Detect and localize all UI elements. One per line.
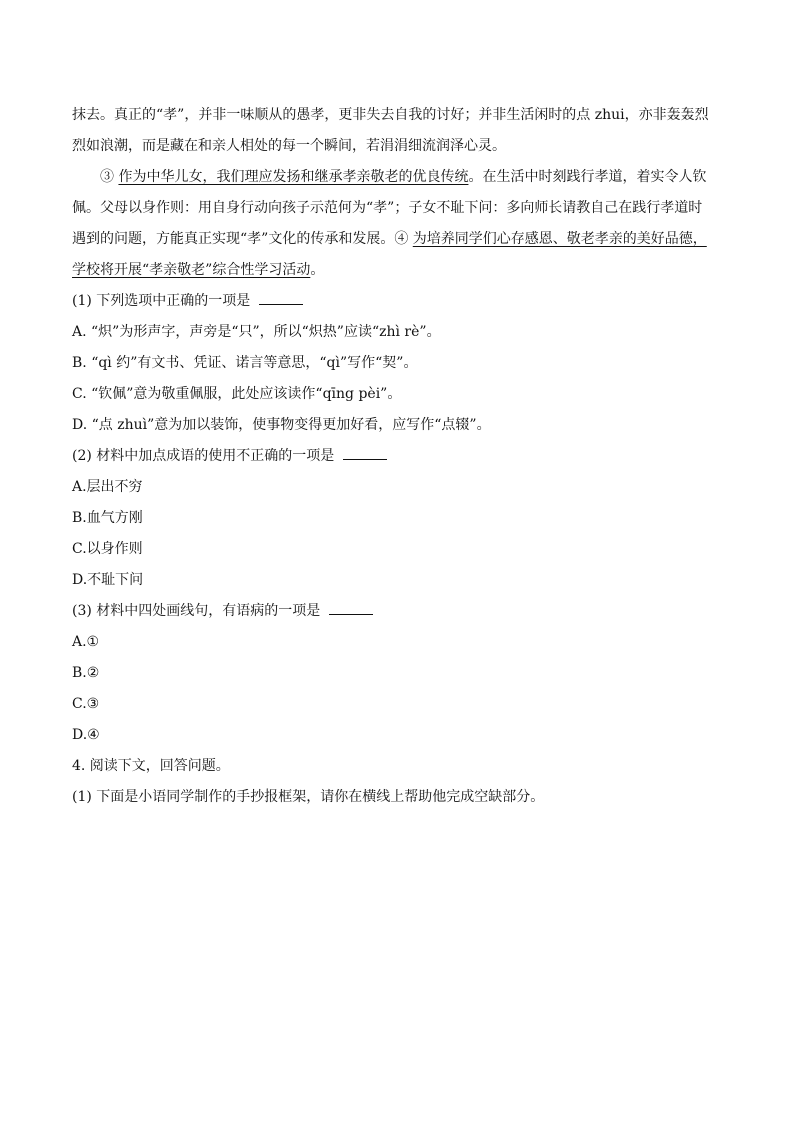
sentence-marker-3: ③ <box>100 169 119 185</box>
material-text: 遇到的问题，方能真正实现“孝”文化的传承和发展。④ <box>72 231 413 247</box>
material-line-5 <box>72 230 707 248</box>
material-line-1: 抹去。真正的“孝”，并非一味顺从的愚孝，更非失去自我的讨好；并非生活闲时的点 zhui，亦非轰轰烈 <box>72 107 709 123</box>
q2-option-b: B.血气方刚 <box>72 510 143 526</box>
answer-blank <box>343 447 387 460</box>
material-line-2: 烈如浪潮，而是藏在和亲人相处的每一个瞬间，若涓涓细流润泽心灵。 <box>72 138 506 154</box>
q2-option-d: D.不耻下问 <box>72 572 144 588</box>
underlined-sentence-4-cont: 学校将开展“孝亲敬老”综合性学习活动 <box>72 262 311 278</box>
q1-option-a: A. “炽”为形声字，声旁是“只”，所以“炽热”应读“zhì rè”。 <box>72 324 441 340</box>
question-4-title: 4. 阅读下文，回答问题。 <box>72 758 230 774</box>
q2-option-a: A.层出不穷 <box>72 479 143 495</box>
question-3-stem: (3) 材料中四处画线句，有语病的一项是 <box>72 602 373 620</box>
material-line-4: 佩。父母以身作则：用自身行动向孩子示范何为“孝”；子女不耻下问：多向师长请教自己在践行孝道时 <box>72 200 703 216</box>
underlined-sentence-4: 为培养同学们心存感恩、敬老孝亲的美好品德， <box>412 231 707 247</box>
question-4-sub-1: (1) 下面是小语同学制作的手抄报框架，请你在横线上帮助他完成空缺部分。 <box>72 789 545 805</box>
q2-option-c: C.以身作则 <box>72 541 143 557</box>
q3-option-b: B.② <box>72 665 100 681</box>
material-line-3 <box>100 168 706 186</box>
question-1-stem: (1) 下列选项中正确的一项是 <box>72 292 303 310</box>
q1-option-c: C. “钦佩”意为敬重佩服，此处应该读作“qīng pèi”。 <box>72 386 402 402</box>
material-text: 。 <box>310 262 325 278</box>
q1-option-b: B. “qì 约”有文书、凭证、诺言等意思，“qì”写作“契”。 <box>72 355 418 371</box>
q3-option-d: D.④ <box>72 727 100 743</box>
underlined-sentence-3: 作为中华儿女，我们理应发扬和继承孝亲敬老的优良传统 <box>118 169 469 185</box>
answer-blank <box>259 292 303 305</box>
material-text: 。在生活中时刻践行孝道，着实令人钦 <box>468 169 707 185</box>
answer-blank <box>329 602 373 615</box>
q3-option-c: C.③ <box>72 696 100 712</box>
q3-option-a: A.① <box>72 634 100 650</box>
question-2-stem: (2) 材料中加点成语的使用不正确的一项是 <box>72 447 387 465</box>
material-line-6 <box>72 261 324 279</box>
q1-option-d: D. “点 zhuì”意为加以装饰，使事物变得更加好看，应写作“点辍”。 <box>72 417 491 433</box>
